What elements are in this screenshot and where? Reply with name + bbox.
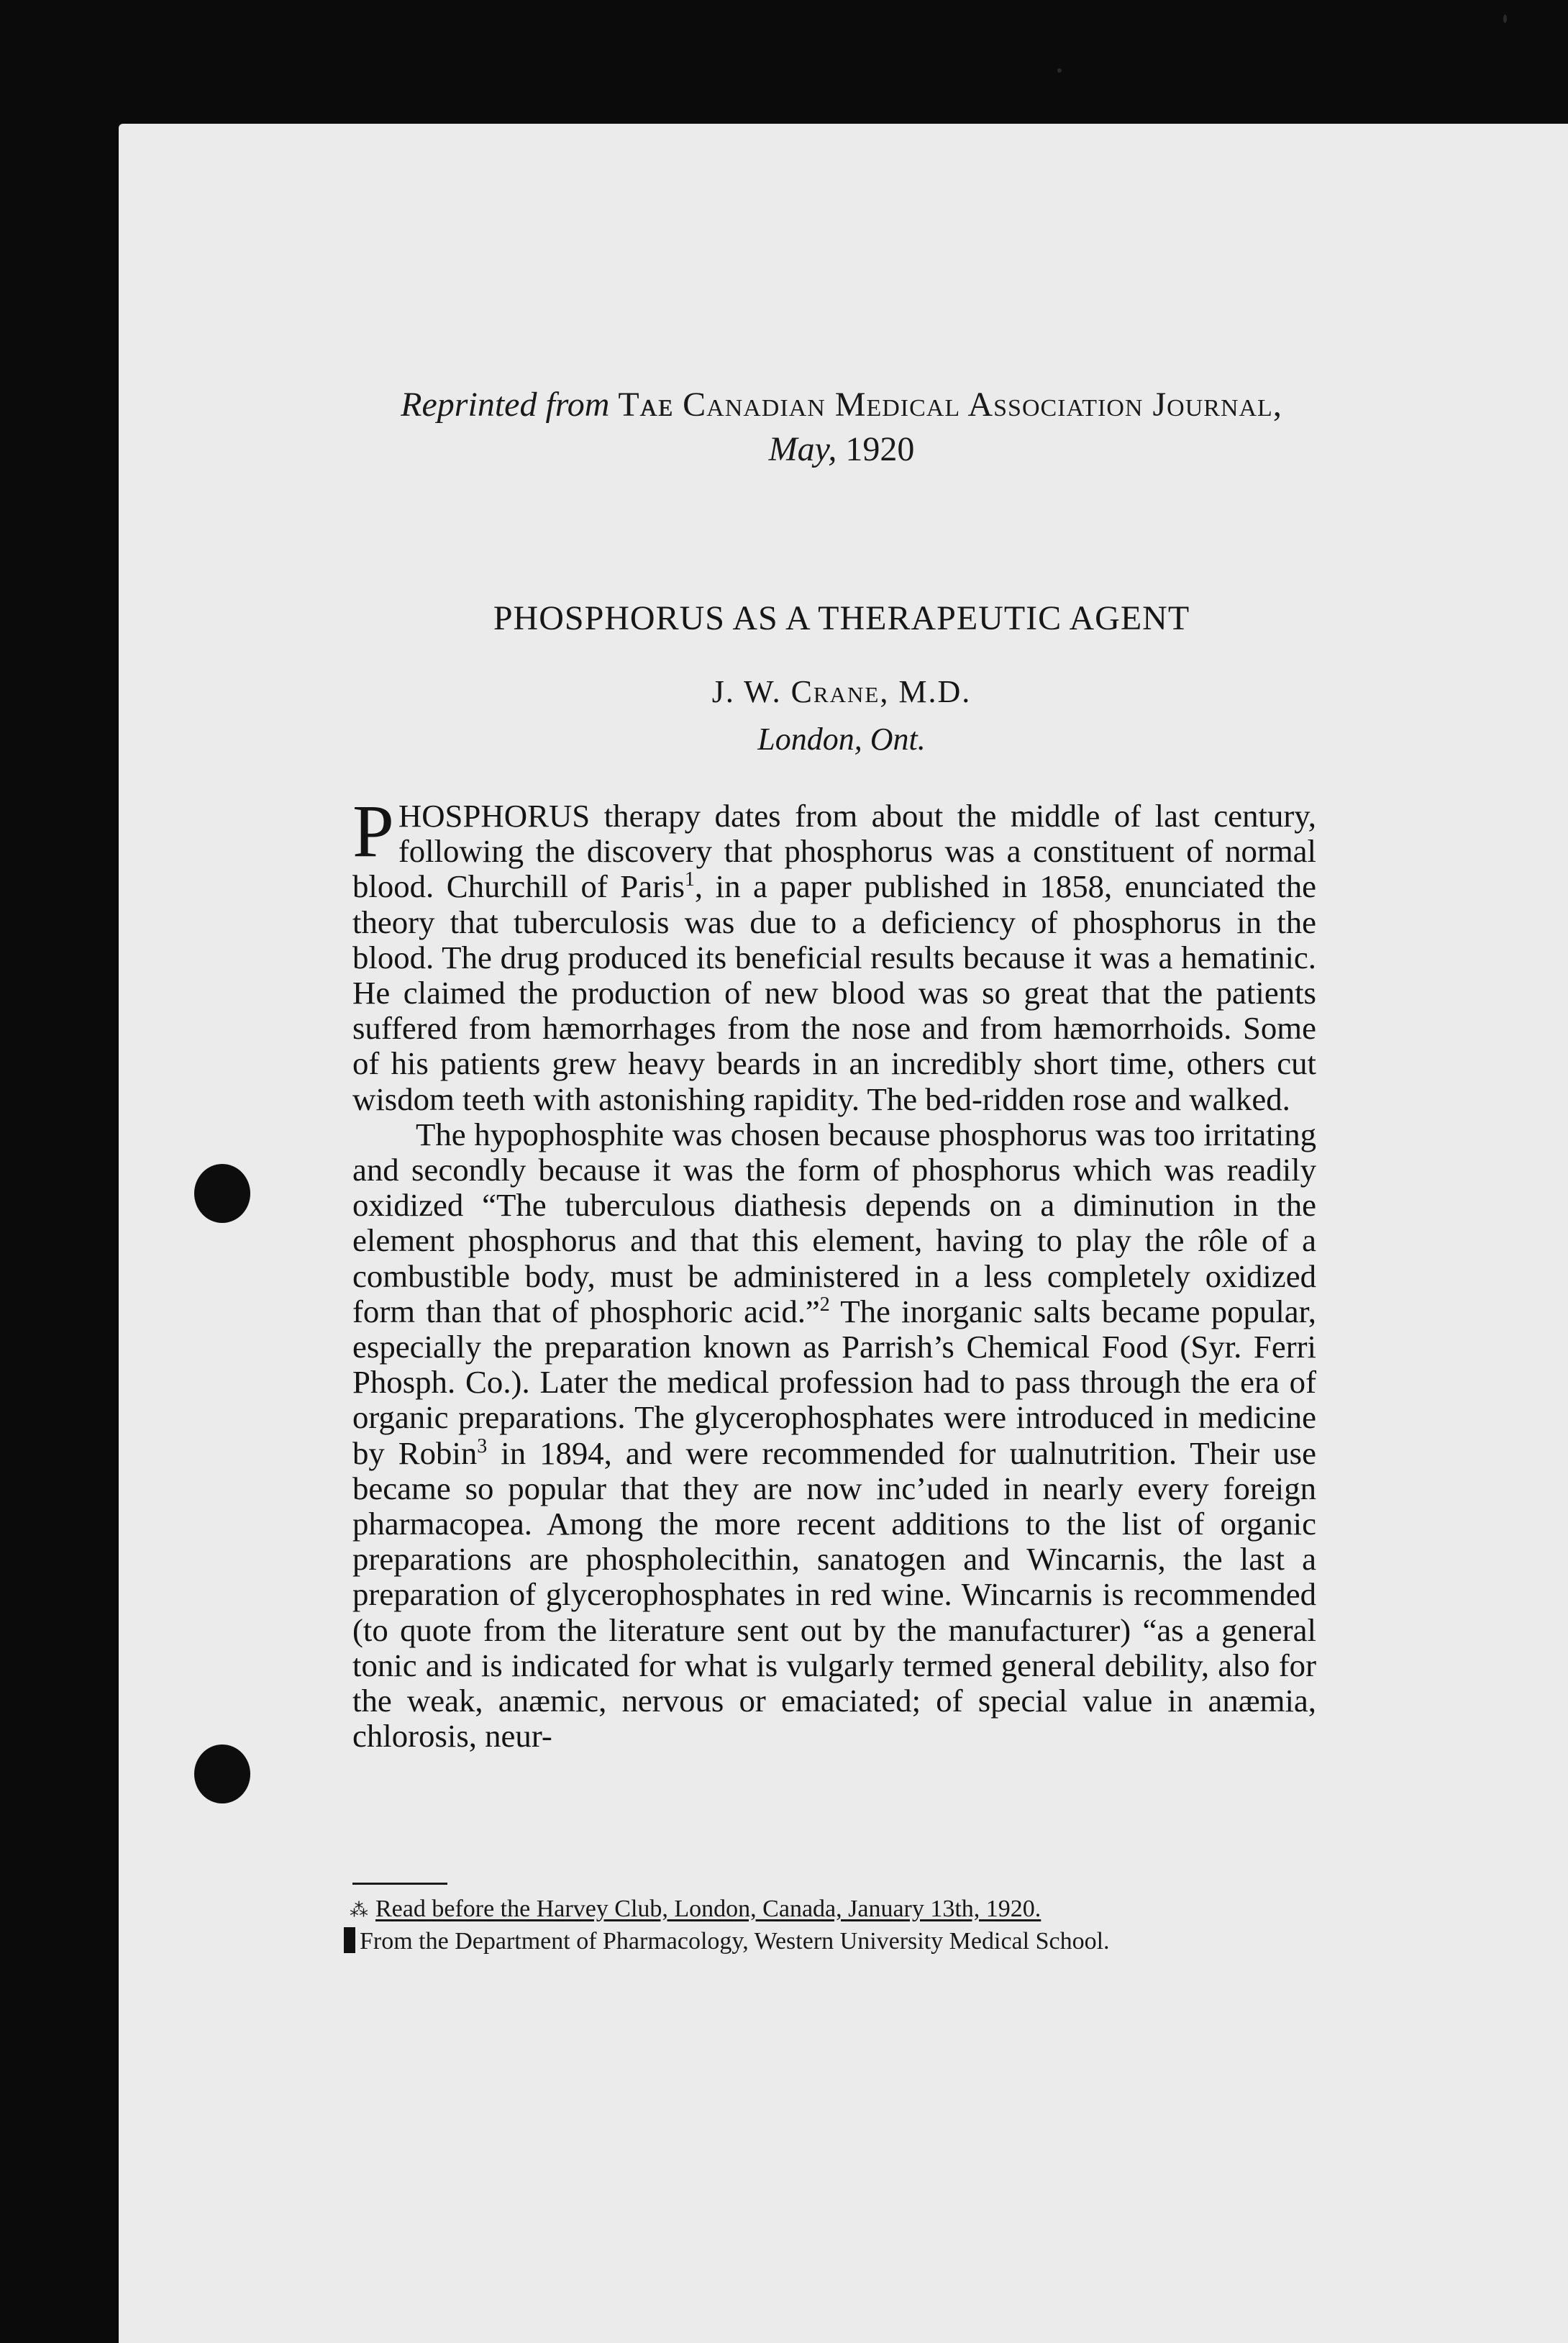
paragraph-2-text-b: The inorganic salts became popular, especially the preparation known as Parrish’s Chemical Food (Syr. Ferri Phosph. Co.). Later the medical profession had to pass through the era of organic preparations. The glycerophosphates were introduced in medicine by Robin <box>352 1293 1316 1471</box>
paragraph-2 <box>352 1117 1316 1755</box>
reprint-year: 1920 <box>845 430 915 468</box>
footnote-mark-block-icon <box>344 1927 355 1953</box>
paragraph-1-text-a: HOSPHORUS therapy dates from about the middle of last century, following the discovery that phosphorus was a constituent of normal blood. Churchill of Paris <box>352 798 1316 905</box>
footnote-mark-icon: ⁂ <box>350 1900 368 1921</box>
footnotes <box>344 1893 1351 1957</box>
footnote-divider <box>352 1883 447 1885</box>
footnote-ref-2: 2 <box>819 1293 830 1316</box>
reprint-month: May, <box>768 430 837 468</box>
footnote-ref-3: 3 <box>477 1434 488 1457</box>
paragraph-2-text-c: in 1894, and were recommended for ɯalnutrition. Their use became so popular that they are now inc’uded in nearly every foreign pharmacopea. Among the more recent additions to the list of organic preparations are phospholecithin, sanatogen and Wincarnis, the last a preparation of glycerophosphates in red wine. Wincarnis is recommended (to quote from the literature sent out by the manufacturer) “as a general tonic and is indicated for what is vulgarly termed general debility, also for the weak, anæmic, nervous or emaciated; of special value in anæmia, chlorosis, neur- <box>352 1434 1316 1755</box>
reprint-prefix: Reprinted from <box>401 386 610 424</box>
footnote-ref-1: 1 <box>684 868 695 891</box>
article-author: J. W. Crane, M.D. <box>711 674 972 709</box>
footnote-2-text: From the Department of Pharmacology, Western University Medical School. <box>360 1928 1110 1955</box>
paragraph-2-text-a: The hypophosphite was chosen because phosphorus was too irritating and secondly because it was the form of phosphorus which was readily oxidized “The tuberculous diathesis depends on a diminution in the element phosphorus and that this element, having to play the rôle of a combustible body, must be administered in a less completely oxidized form than that of phosphoric acid.” <box>352 1116 1316 1329</box>
drop-cap: P <box>352 790 394 873</box>
journal-article-word: Tᴀᴇ <box>618 386 675 424</box>
footnote-1-text: Read before the Harvey Club, London, Canada, January 13th, 1920. <box>375 1896 1041 1922</box>
reprint-notice <box>345 383 1338 472</box>
author-location: London, Ont. <box>757 722 926 757</box>
paragraph-1-text-b: , in a paper published in 1858, enunciated the theory that tuberculosis was due to a deficiency of phosphorus in the blood. The drug produced its beneficial results because it was a hematinic. He claimed the production of new blood was so great that the patients suffered from hæmorrhages from the nose and from hæmorrhoids. Some of his patients grew heavy beards in an incredibly short time, others cut wisdom teeth with astonishing rapidity. The bed-ridden rose and walked. <box>352 868 1316 1117</box>
footnote-1 <box>344 1893 1351 1926</box>
journal-name: Canadian Medical Association Journal, <box>683 386 1282 424</box>
article-body <box>352 790 1316 1755</box>
footnote-2 <box>344 1926 1351 1957</box>
article-title: PHOSPHORUS AS A THERAPEUTIC AGENT <box>493 599 1190 637</box>
paragraph-1 <box>352 790 1316 1117</box>
